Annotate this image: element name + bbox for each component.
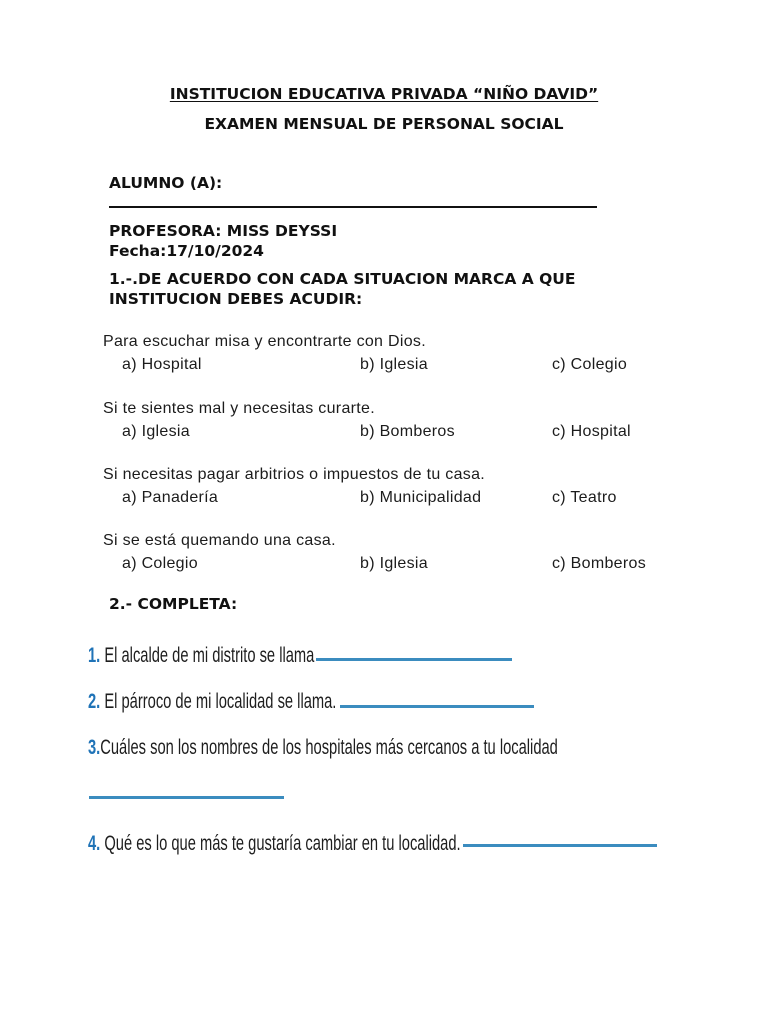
answer-line	[316, 658, 512, 661]
answer-option-c: c) Teatro	[552, 489, 617, 506]
answer-option-a: a) Colegio	[122, 555, 198, 572]
answer-option-c: c) Colegio	[552, 356, 628, 373]
student-label: ALUMNO (A):	[109, 174, 223, 192]
answer-option-b: b) Iglesia	[360, 356, 428, 373]
question-prompt: Si se está quemando una casa.	[103, 532, 336, 549]
item-number: 1.	[88, 644, 101, 667]
question-prompt: Si te sientes mal y necesitas curarte.	[103, 400, 375, 417]
student-name-line	[109, 206, 597, 208]
answer-option-a: a) Panadería	[122, 489, 219, 506]
item-number: 4.	[88, 832, 101, 855]
answer-option-c: c) Hospital	[552, 423, 631, 440]
answer-option-c: c) Bomberos	[552, 555, 646, 572]
item-number: 3.	[88, 736, 101, 759]
question-prompt: Para escuchar misa y encontrarte con Dios.	[103, 333, 426, 350]
answer-option-b: b) Municipalidad	[360, 489, 482, 506]
section1-heading-line2: INSTITUCION DEBES ACUDIR:	[109, 290, 363, 308]
exam-date: Fecha:17/10/2024	[109, 242, 264, 260]
teacher-name: PROFESORA: MISS DEYSSI	[109, 222, 338, 240]
answer-option-b: b) Iglesia	[360, 555, 428, 572]
question-prompt: Si necesitas pagar arbitrios o impuestos de tu casa.	[103, 466, 486, 483]
completion-item	[88, 643, 314, 669]
item-text: Qué es lo que más te gustaría cambiar en tu localidad.	[100, 832, 461, 855]
answer-option-b: b) Bomberos	[360, 423, 455, 440]
answer-line	[463, 844, 657, 847]
section2-heading: 2.- COMPLETA:	[109, 595, 238, 613]
item-number: 2.	[88, 690, 101, 713]
completion-item	[88, 831, 461, 857]
item-text: El alcalde de mi distrito se llama	[100, 644, 315, 667]
item-text: El párroco de mi localidad se llama.	[100, 690, 337, 713]
completion-item	[88, 735, 558, 761]
answer-line	[340, 705, 534, 708]
answer-option-a: a) Hospital	[122, 356, 202, 373]
item-text: Cuáles son los nombres de los hospitales más cercanos a tu localidad	[100, 736, 558, 759]
section1-heading-line1: 1.-.DE ACUERDO CON CADA SITUACION MARCA A QUE	[109, 270, 576, 288]
answer-line	[89, 796, 284, 799]
answer-option-a: a) Iglesia	[122, 423, 190, 440]
exam-title: EXAMEN MENSUAL DE PERSONAL SOCIAL	[204, 115, 564, 133]
completion-item	[88, 689, 336, 715]
school-name-title: INSTITUCION EDUCATIVA PRIVADA “NIÑO DAVID”	[169, 85, 599, 103]
